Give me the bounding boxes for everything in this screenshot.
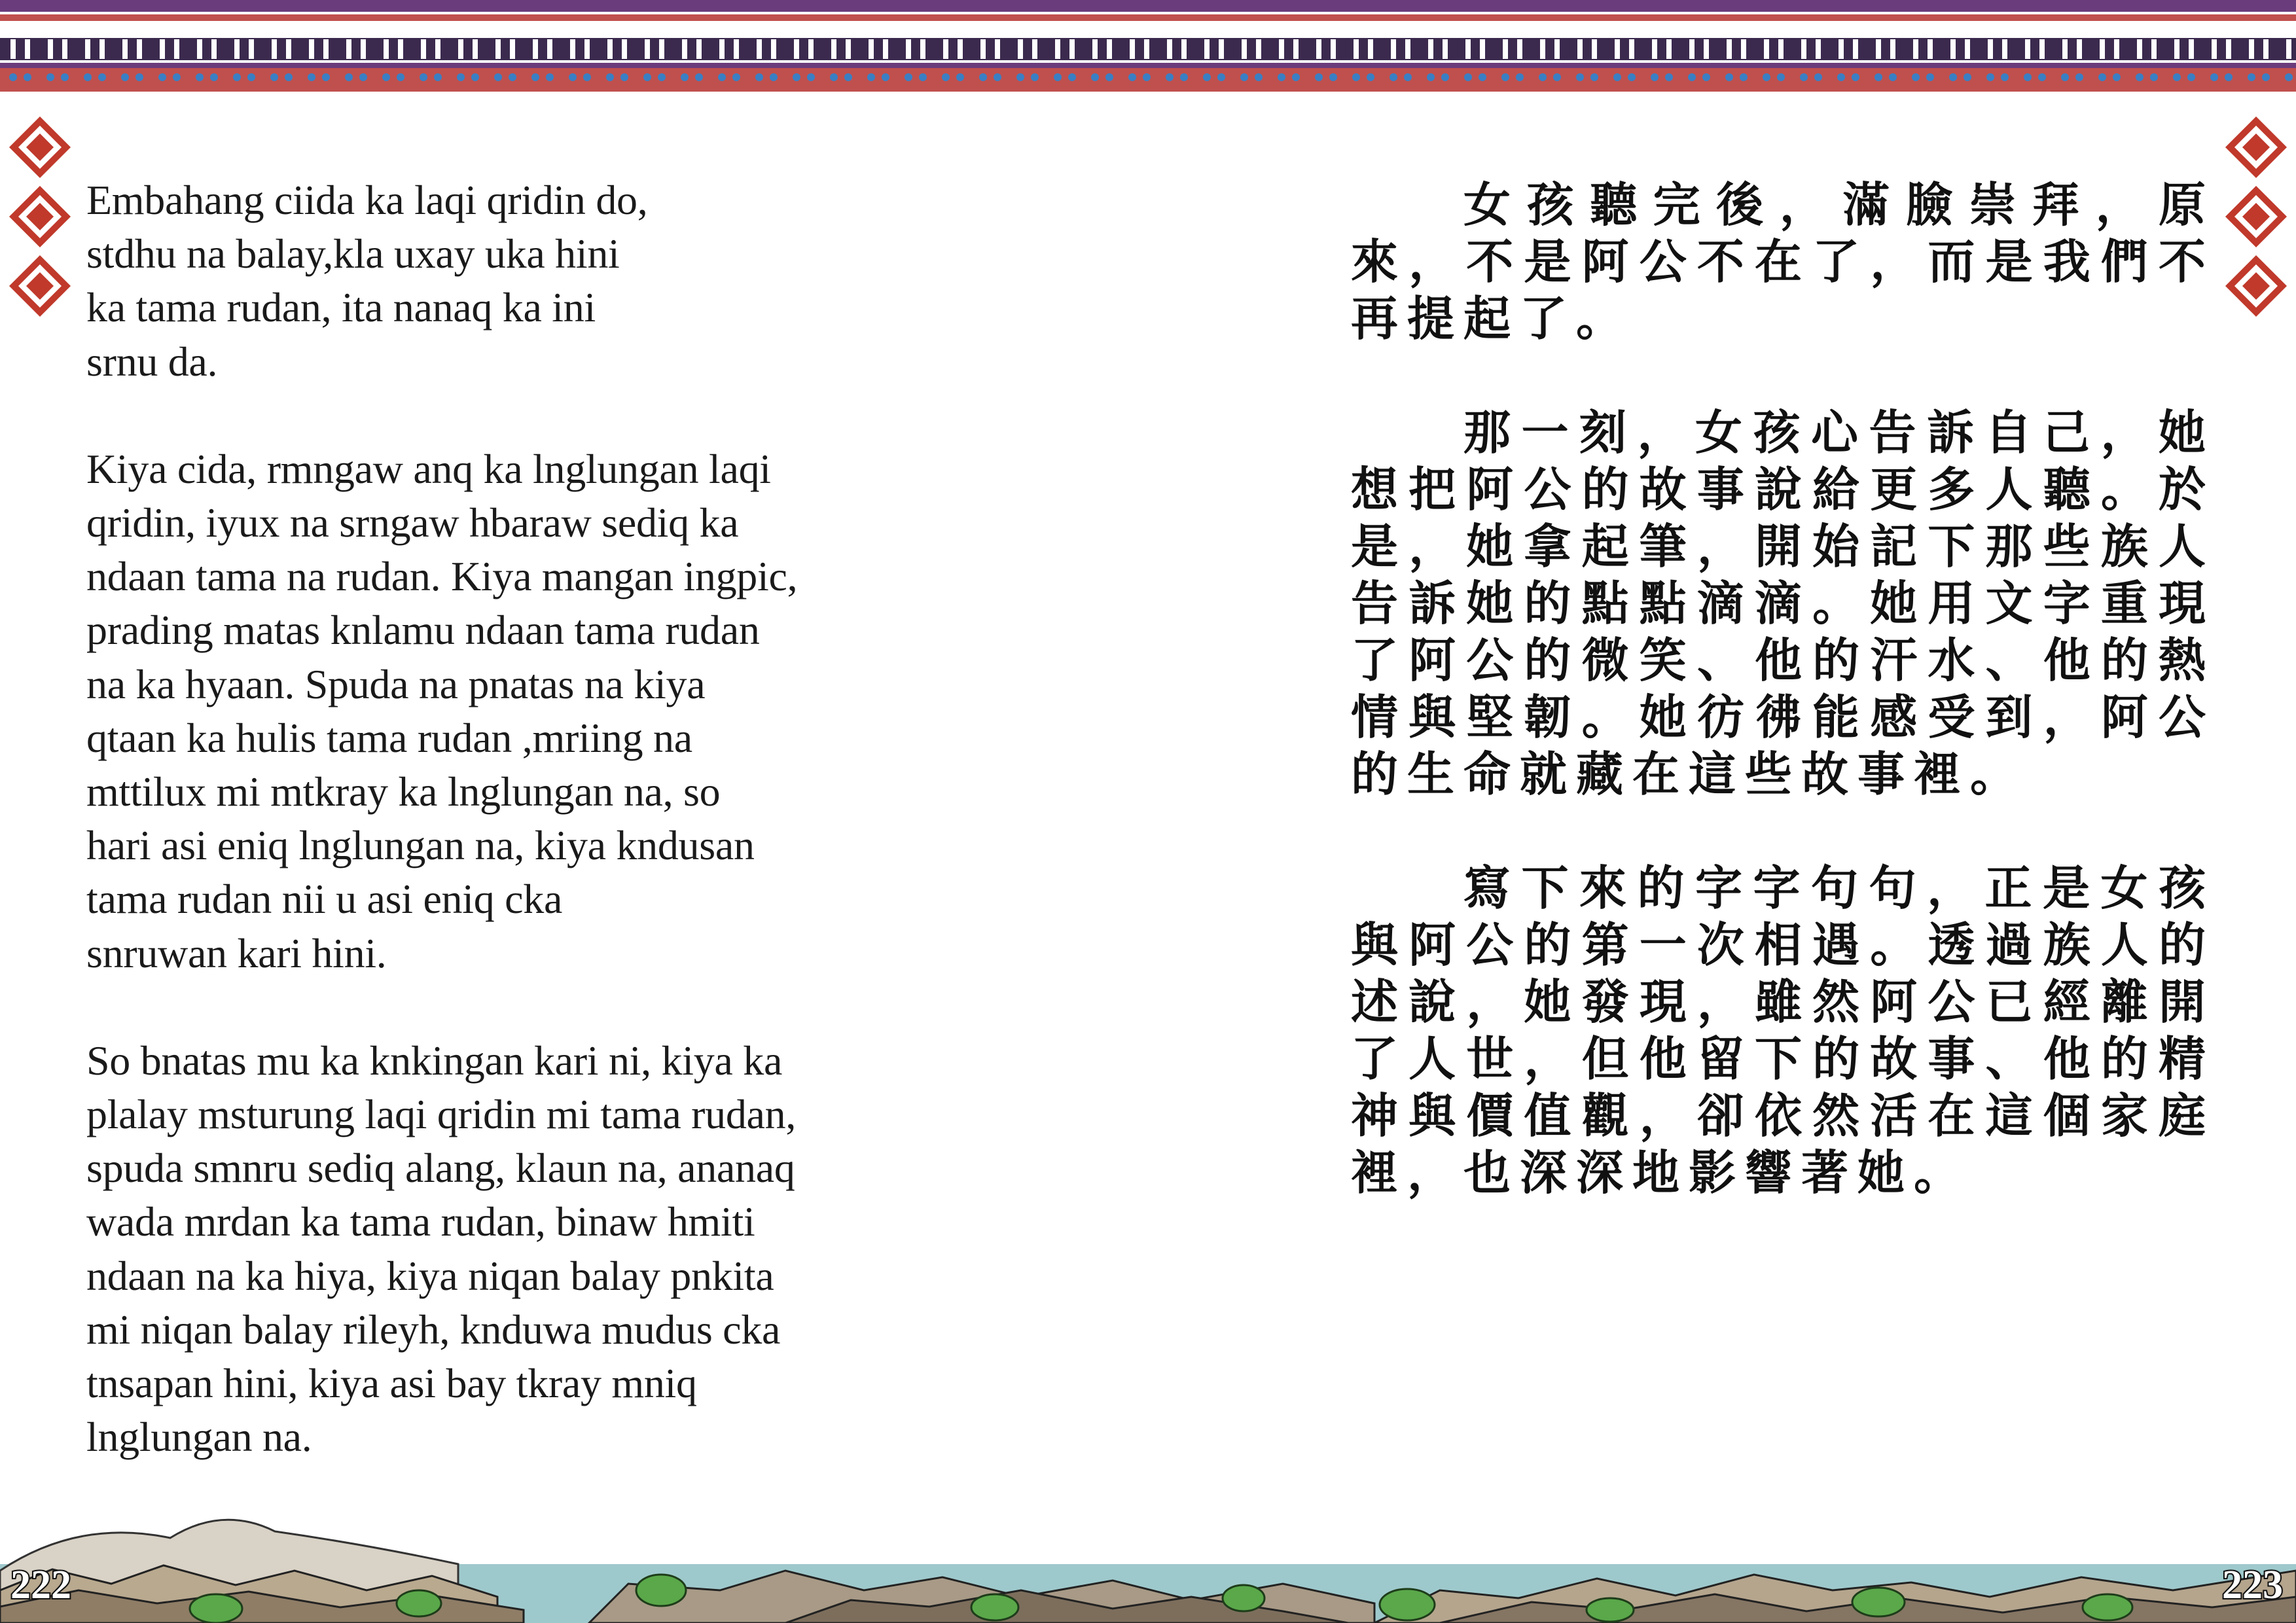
paragraph: 女孩聽完後，滿臉崇拜，原來，不是阿公不在了，而是我們不再提起了。 xyxy=(1351,177,2215,346)
diamond-icon xyxy=(2220,111,2292,183)
diamond-icon xyxy=(2220,250,2292,322)
paragraph: 那一刻，女孩心告訴自己，她想把阿公的故事說給更多人聽。於是，她拿起筆，開始記下那些族人告訴她的點點滴滴。她用文字重現了阿公的微笑、他的汗水、他的熱情與堅韌。她彷彿能感受到，阿公的生命就藏在這些故事裡。 xyxy=(1351,405,2215,802)
village-landscape-illustration xyxy=(0,1492,2296,1623)
left-diamond-ornament xyxy=(4,111,76,327)
diamond-icon xyxy=(4,250,76,322)
paragraph: Embahang ciida ka laqi qridin do, stdhu na balay,kla uxay uka hini ka tama rudan, ita nanaq ka ini srnu da. xyxy=(86,177,648,385)
diamond-icon xyxy=(2220,181,2292,253)
right-diamond-ornament xyxy=(2220,111,2292,327)
right-page-text xyxy=(1351,177,2215,1258)
page-number-left: 222 xyxy=(10,1563,71,1607)
diamond-icon xyxy=(4,111,76,183)
top-woven-border xyxy=(0,0,2296,98)
paragraph: So bnatas mu ka knkingan kari ni, kiya ka plalay msturung laqi qridin mi tama rudan, spuda smnru sediq alang, klaun na, ananaq wada mrdan ka tama rudan, binaw hmiti ndaan na ka hiya, kiya niqan balay pnkita mi niqan balay rileyh, knduwa mudus cka tnsapan hini, kiya asi bay tkray mniq lnglungan na. xyxy=(86,1037,797,1461)
paragraph: Kiya cida, rmngaw anq ka lnglungan laqi qridin, iyux na srngaw hbaraw sediq ka ndaan tama na rudan. Kiya mangan ingpic, prading matas knlamu ndaan tama rudan na ka hyaan. Spuda na pnatas na kiya qtaan ka hulis tama rudan ,mriing na mttilux mi mtkray ka lnglungan na, so hari asi eniq lnglungan na, kiya kndusan tama rudan nii u asi eniq cka snruwan kari hini. xyxy=(86,445,798,976)
paragraph: 寫下來的字字句句，正是女孩與阿公的第一次相遇。透過族人的述說，她發現，雖然阿公已經離開了人世，但他留下的故事、他的精神與價值觀，卻依然活在這個家庭裡，也深深地影響著她。 xyxy=(1351,861,2215,1200)
left-page-text xyxy=(86,173,937,1518)
page-number-right: 223 xyxy=(2222,1563,2283,1607)
diamond-icon xyxy=(4,181,76,253)
